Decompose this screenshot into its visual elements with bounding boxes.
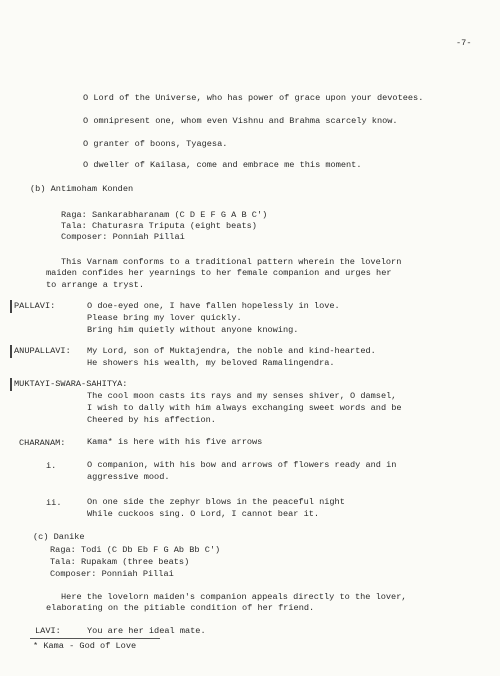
section-b-raga: Raga: Sankarabharanam (C D E F G A B C') [61,210,268,220]
lavi-label: LAVI: [35,626,61,636]
margin-bracket [10,345,12,358]
section-c-description: elaborating on the pitiable condition of her friend. [46,603,315,613]
item-line: O companion, with his bow and arrows of flowers ready and in [87,460,397,470]
item-marker: ii. [46,498,62,508]
margin-bracket [10,300,12,313]
section-b-heading: (b) Antimoham Konden [30,184,134,194]
verse-line: O granter of boons, Tyagesa. [83,139,228,149]
muktayi-line: I wish to dally with him always exchanging sweet words and be [87,403,402,413]
pallavi-line: O doe-eyed one, I have fallen hopelessly in love. [87,301,340,311]
section-c-description: Here the lovelorn maiden's companion appeals directly to the lover, [61,592,407,602]
verse-line: O dweller of Kailasa, come and embrace me this moment. [83,160,362,170]
item-marker: i. [46,461,57,471]
muktayi-label: MUKTAYI-SWARA-SAHITYA: [14,379,128,389]
footnote-divider [30,638,160,639]
muktayi-line: Cheered by his affection. [87,415,216,425]
anupallavi-line: My Lord, son of Muktajendra, the noble and kind-hearted. [87,346,376,356]
verse-line: O Lord of the Universe, who has power of grace upon your devotees. [83,93,424,103]
anupallavi-label: ANUPALLAVI: [14,346,71,356]
footnote: * Kama - God of Love [33,641,137,651]
verse-line: O omnipresent one, whom even Vishnu and Brahma scarcely know. [83,116,398,126]
page-number: -7- [456,38,472,48]
anupallavi-line: He showers his wealth, my beloved Ramalingendra. [87,358,335,368]
item-line: aggressive mood. [87,472,170,482]
item-line: On one side the zephyr blows in the peaceful night [87,497,345,507]
muktayi-line: The cool moon casts its rays and my senses shiver, O damsel, [87,391,397,401]
margin-bracket [10,378,12,391]
section-c-composer: Composer: Ponniah Pillai [50,569,174,579]
section-b-description: maiden confides her yearnings to her female companion and urges her [46,268,392,278]
section-b-description: This Varnam conforms to a traditional pattern wherein the lovelorn [61,257,402,267]
section-c-raga: Raga: Todi (C Db Eb F G Ab Bb C') [50,545,221,555]
section-b-tala: Tala: Chaturasra Triputa (eight beats) [61,221,257,231]
pallavi-line: Please bring my lover quickly. [87,313,242,323]
section-c-tala: Tala: Rupakam (three beats) [50,557,190,567]
charanam-label: CHARANAM: [19,438,66,448]
charanam-line: Kama* is here with his five arrows [87,437,263,447]
section-c-heading: (c) Danike [33,532,85,542]
pallavi-label: PALLAVI: [14,301,56,311]
section-b-composer: Composer: Ponniah Pillai [61,232,185,242]
lavi-line: You are her ideal mate. [87,626,206,636]
item-line: While cuckoos sing. O Lord, I cannot bear it. [87,509,320,519]
pallavi-line: Bring him quietly without anyone knowing. [87,325,299,335]
section-b-description: to arrange a tryst. [46,280,144,290]
